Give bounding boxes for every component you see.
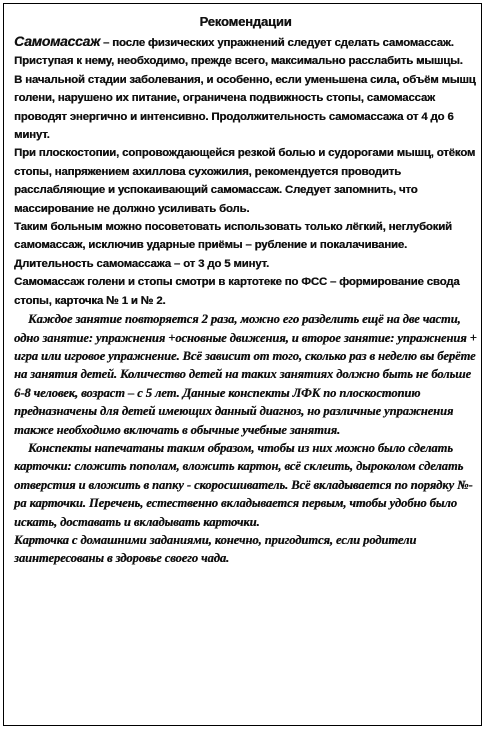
paragraph-homework-card: Карточка с домашними заданиями, конечно, пригодится, если родители заинтересованы в здоровье своего чада.	[14, 532, 417, 566]
paragraph-light-massage: Таким больным можно посоветовать использовать только лёгкий, неглубокий самомассаж, исключив ударные приёмы – рубление и покалачивание.	[14, 221, 452, 252]
document-title: Рекомендации	[199, 14, 292, 29]
intro-paragraph	[14, 32, 477, 71]
paragraph-card-reference: Самомассаж голени и стопы смотри в картотеке по ФСС – формирование свода стопы, карточка № 1 и № 2.	[14, 276, 460, 307]
intro-text: – после физических упражнений следует сделать самомассаж. Приступая к нему, необходимо, прежде всего, максимально расслабить мышцы.	[14, 37, 463, 68]
lead-term: Самомассаж	[14, 33, 100, 49]
document-frame	[3, 3, 482, 726]
italic-notes	[14, 310, 477, 568]
paragraph-lesson-structure: Каждое занятие повторяется 2 раза, можно его разделить ещё на две части, одно занятие: упражнения +основные движения, и второе занятие: упражнения + игра или игровое упражнение. Всё зависит от того, сколько раз в неделю вы берёте на занятия детей. Количество детей на таких занятиях должно быть не больше 6-8 человек, возраст – с 5 лет. Данные конспекты ЛФК по плоскостопию предназначены для детей имеющих данный диагноз, но различные упражнения также необходимо включать в обычные учебные занятия.	[14, 312, 477, 437]
paragraph-duration: Длительность самомассажа – от 3 до 5 минут.	[14, 257, 269, 270]
paragraph-card-making: Конспекты напечатаны таким образом, чтобы из них можно было сделать карточки: сложить пополам, вложить картон, всё склеить, дыроколом сделать отверстия и вложить в папку - скоросшиватель. Всё вкладывается по порядку №-ра карточки. Перечень, естественно вкладывается первым, чтобы удобно было искать, доставать и вкладывать карточки.	[14, 440, 473, 529]
document-body	[14, 12, 477, 568]
paragraph-intensity: В начальной стадии заболевания, и особенно, если уменьшена сила, объём мышц голени, нарушено их питание, ограничена подвижность стопы, самомассаж проводят энергично и интенсивно. Продолжительность самомассажа от 4 до 6 минут.	[14, 73, 476, 142]
paragraph-flatfoot-pain: При плоскостопии, сопровождающейся резкой болью и судорогами мышц, отёком стопы, напряжением ахиллова сухожилия, рекомендуется проводить расслабляющие и успокаивающий самомассаж. Следует запомнить, что массирование не должно усиливать боль.	[14, 147, 476, 215]
